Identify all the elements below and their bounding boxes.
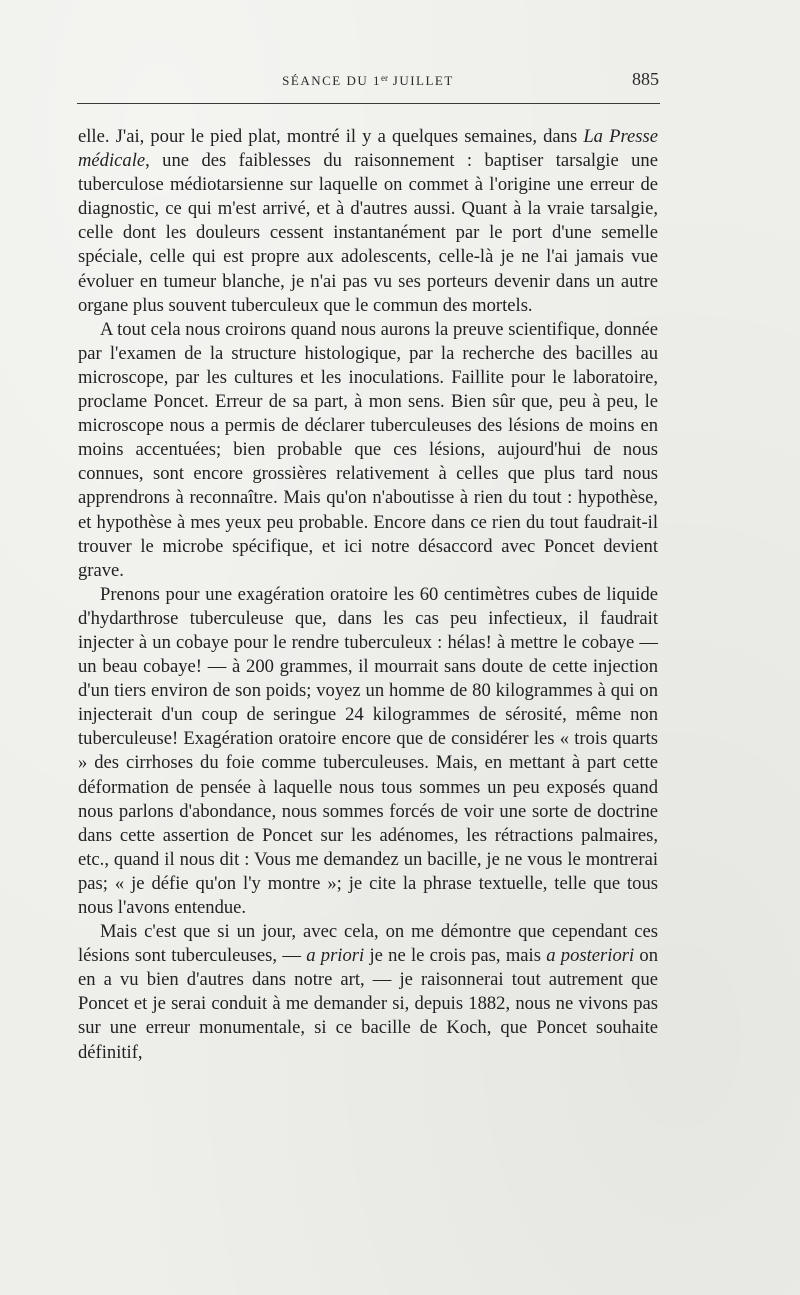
header-rule [77,103,660,104]
paragraph [78,318,658,583]
running-head-sup: er [381,73,389,83]
running-head-suffix: JUILLET [388,73,454,88]
running-head-prefix: SÉANCE DU 1 [282,73,382,88]
text-run: elle. J'ai, pour le pied plat, montré il y a quelques semaines, dans [78,126,584,147]
text-run: je ne le crois pas, mais [364,945,547,967]
page-header [77,69,659,101]
paragraph [78,920,658,1065]
text-run: Mais c'est que si un jour, avec cela, on me démontre que cependant ces lésions sont tuberculeuses, — [78,921,658,967]
text-run: Prenons pour une exagération oratoire les 60 centimètres cubes de liquide d'hydarthrose tuberculeuse que, dans les cas peu infectieux, il faudrait injecter à un cobaye pour le rendre tuberculeux : hélas! à mettre le cobaye — un beau cobaye! — à 200 grammes, il mourrait sans doute de cette injection d'un tiers environ de son poids; voyez un homme de 80 kilogrammes à qui on injecterait d'un coup de seringue 24 kilogrammes de sérosité, même non tuberculeuse! Exagération oratoire encore que de considérer les « trois quarts » des cirrhoses du foie comme tuberculeuses. Mais, en mettant à part cette déformation de pensée à laquelle nous tous sommes un peu exposés quand nous parlons d'abondance, nous sommes forcés de voir une sorte de doctrine dans cette assertion de Poncet sur les adénomes, les rétractions palmaires, etc., quand il nous dit : Vous me demandez un bacille, je ne vous le montrerai pas; « je défie qu'on l'y montre »; je cite la phrase textuelle, telle que tous nous l'avons entendue. [78,583,658,918]
italic-text-run: La Presse médicale [78,126,658,172]
running-head [77,73,659,89]
text-run: , une des faiblesses du raisonnement : baptiser tarsalgie une tuberculose médiotarsienne sur laquelle on commet à l'origine une erreur de diagnostic, ce qui m'est arrivé, et à d'autres aussi. Quant à la vraie tarsalgie, celle dont les douleurs cessent instantanément par le port d'une semelle spéciale, celle qui est propre aux adolescents, celle-là je ne l'ai jamais vue évoluer en tumeur blanche, je n'ai pas vu ses porteurs devenir dans un autre organe plus souvent tuberculeux que le commun des mortels. [78,150,658,316]
italic-text-run: a priori [306,945,365,967]
text-run: A tout cela nous croirons quand nous aurons la preuve scientifique, donnée par l'examen de la structure histologique, par la recherche des bacilles au microscope, par les cultures et les inoculations. Faillite pour le laboratoire, proclame Poncet. Erreur de sa part, à mon sens. Bien sûr que, peu à peu, le microscope nous a permis de déclarer tuberculeuses des lésions de moins en moins accentuées; bien probable que ces lésions, aujourd'hui de nous connues, sont encore grossières relativement à celles que plus tard nous apprendrons à reconnaître. Mais qu'on n'aboutisse à rien du tout : hypothèse, et hypothèse à mes yeux peu probable. Encore dans ce rien du tout faudrait-il trouver le microbe spécifique, et ici notre désaccord avec Poncet devient grave. [78,318,658,581]
text-run: on en a vu bien d'autres dans notre art, — je raisonnerai tout autrement que Poncet et je serai conduit à me demander si, depuis 1882, nous ne vivons pas sur une erreur monumentale, si ce bacille de Koch, que Poncet souhaite définitif, [78,945,659,1063]
body-text [78,125,658,1065]
italic-text-run: a posteriori [546,945,635,967]
paragraph [78,125,658,318]
paragraph [78,583,658,920]
page-number: 885 [632,69,659,89]
